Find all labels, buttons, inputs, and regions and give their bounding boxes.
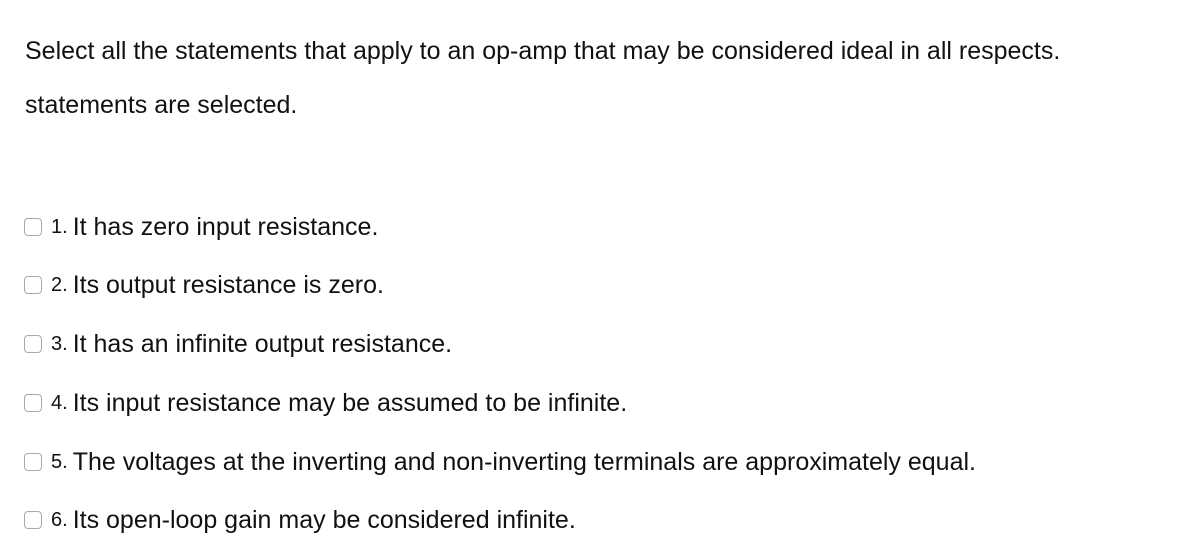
option-label: It has zero input resistance. [72,212,379,241]
checkbox-option-4[interactable] [24,394,42,412]
option-label: The voltages at the inverting and non-inverting terminals are approximately equal. [72,447,976,476]
option-4[interactable] [24,386,627,420]
option-label: Its input resistance may be assumed to be infinite. [72,388,628,417]
question-line-2: statements are selected. [25,91,298,119]
option-label: Its output resistance is zero. [72,270,384,299]
option-6[interactable] [24,503,576,537]
option-number: 6. [51,508,68,531]
option-label: Its open-loop gain may be considered infinite. [72,505,576,534]
checkbox-option-6[interactable] [24,511,42,529]
option-number: 5. [51,450,68,473]
checkbox-option-3[interactable] [24,335,42,353]
checkbox-option-1[interactable] [24,218,42,236]
option-1[interactable] [24,210,378,244]
question-line-1: Select all the statements that apply to an op-amp that may be considered ideal in all respects. [25,37,1061,65]
option-2[interactable] [24,268,384,302]
option-number: 1. [51,215,68,238]
option-number: 4. [51,391,68,414]
option-number: 3. [51,332,68,355]
checkbox-option-2[interactable] [24,276,42,294]
option-5[interactable] [24,445,976,479]
option-number: 2. [51,273,68,296]
checkbox-option-5[interactable] [24,453,42,471]
option-3[interactable] [24,327,452,361]
option-label: It has an infinite output resistance. [72,329,453,358]
